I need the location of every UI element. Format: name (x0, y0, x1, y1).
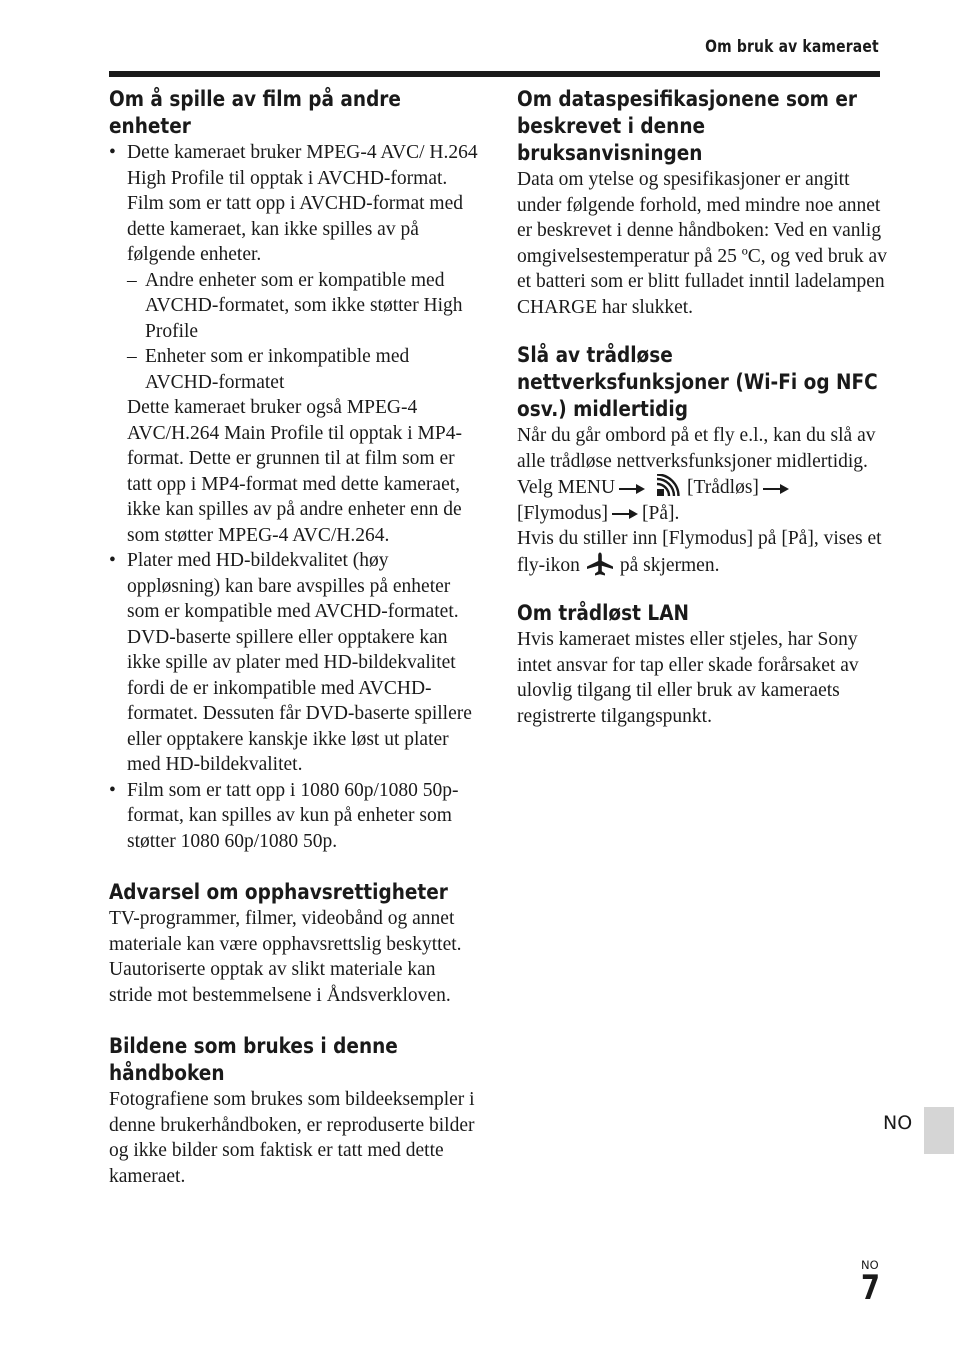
dash-item: – Enheter som er inkompatible med AVCHD-formatet (127, 344, 479, 395)
heading-copyright: Advarsel om opphavsrettigheter (109, 880, 448, 905)
arrow-right-icon (763, 483, 789, 495)
images-body: Fotografiene som brukes som bildeeksempler i denne brukerhåndboken, er reproduserte bilder og ikke bilder som faktisk er tatt med dette kameraet. (109, 1089, 475, 1187)
bullet-text: • Dette kameraet bruker MPEG-4 AVC/ H.264 High Profile til opptak i AVCHD-format. Film som er tatt opp i AVCHD-format med dette kameraet, kan ikke spilles av på følgende enheter. (127, 142, 478, 265)
wireless-off-intro: Når du går ombord på et fly e.l., kan du slå av alle trådløse nettverksfunksjoner midlertidig. (517, 425, 876, 472)
section-film-playback (109, 86, 479, 854)
list-item (109, 140, 479, 548)
airplane-icon (586, 552, 614, 576)
airplane-note-part1: Hvis du stiller inn [Flymodus] på [På], vises et fly-ikon (517, 528, 882, 576)
arrow-right-icon (612, 508, 638, 520)
airplane-note (517, 526, 887, 578)
data-specs-body: Data om ytelse og spesifikasjoner er angitt under følgende forhold, med mindre noe annet er beskrevet i denne håndboken: Ved en vanlig omgivelsestemperatur på 25 ºC, og ved bruk av et batteri som er blitt fulladet inntil ladelampen CHARGE har slukket. (517, 169, 887, 318)
dash-list (127, 268, 479, 396)
list-item: • Plater med HD-bildekvalitet (høy oppløsning) kan bare avspilles på enheter som er kompatible med AVCHD-formatet. DVD-baserte spillere eller opptakere kan ikke spille av plater med HD-bildekvalitet fordi de er inkompatible med AVCHD-formatet. Dessuten får DVD-baserte spillere eller opptakere kanskje ikke løst ut plater med HD-bildekvalitet. (109, 548, 479, 778)
section-data-specs (517, 86, 887, 320)
language-label: NO (883, 1112, 913, 1134)
dash-item: – Andre enheter som er kompatible med AVCHD-formatet, som ikke støtter High Profile (127, 268, 479, 345)
running-header: Om bruk av kameraet (705, 37, 879, 57)
section-copyright (109, 879, 479, 1008)
step-menu: Velg MENU (517, 477, 616, 498)
right-column (517, 84, 887, 749)
step-wireless: [Trådløs] (687, 477, 759, 498)
airplane-note-part2: på skjermen. (619, 554, 720, 576)
bullet-continuation: Dette kameraet bruker også MPEG-4 AVC/H.264 Main Profile til opptak i MP4-format. Dette er grunnen til at film som er tatt opp i MP4-format med dette kameraet, ikke kan spilles av på andre enheter enn de som støtter MPEG-4 AVC/H.264. (127, 397, 462, 546)
wireless-lan-body: Hvis kameraet mistes eller stjeles, har Sony intet ansvar for tap eller skade forårsaket av ulovlig tilgang til eller bruk av kameraets registrerte tilgangspunkt. (517, 629, 859, 727)
left-column (109, 84, 479, 1209)
copyright-body: TV-programmer, filmer, videobånd og annet materiale kan være opphavsrettslig beskyttet. Uautoriserte opptak av slikt materiale kan stride mot bestemmelsene i Åndsverkloven. (109, 908, 462, 1006)
step-on: [På]. (642, 502, 680, 524)
bullet-list (109, 140, 479, 854)
section-wireless-lan (517, 600, 887, 729)
heading-data-specs: Om dataspesifikasjonene som er beskrevet i denne bruksanvisningen (517, 87, 858, 166)
heading-film-playback: Om å spille av film på andre enheter (109, 87, 401, 139)
heading-wireless-lan: Om trådløst LAN (517, 601, 689, 626)
wireless-icon (655, 474, 681, 498)
menu-steps (517, 474, 887, 526)
heading-images: Bildene som brukes i denne håndboken (109, 1034, 398, 1086)
section-images (109, 1033, 479, 1189)
step-flymodus: [Flymodus] (517, 502, 609, 524)
list-item: • Film som er tatt opp i 1080 60p/1080 50p-format, kan spilles av kun på enheter som støtter 1080 60p/1080 50p. (109, 778, 479, 855)
page-language-code: NO (861, 1258, 879, 1272)
heading-wireless-off: Slå av trådløse nettverksfunksjoner (Wi-Fi og NFC osv.) midlertidig (517, 343, 878, 422)
arrow-right-icon (619, 483, 645, 495)
page-number: 7 (861, 1268, 880, 1308)
top-rule (109, 71, 880, 77)
section-wireless-off (517, 342, 887, 578)
language-tab (924, 1107, 954, 1154)
